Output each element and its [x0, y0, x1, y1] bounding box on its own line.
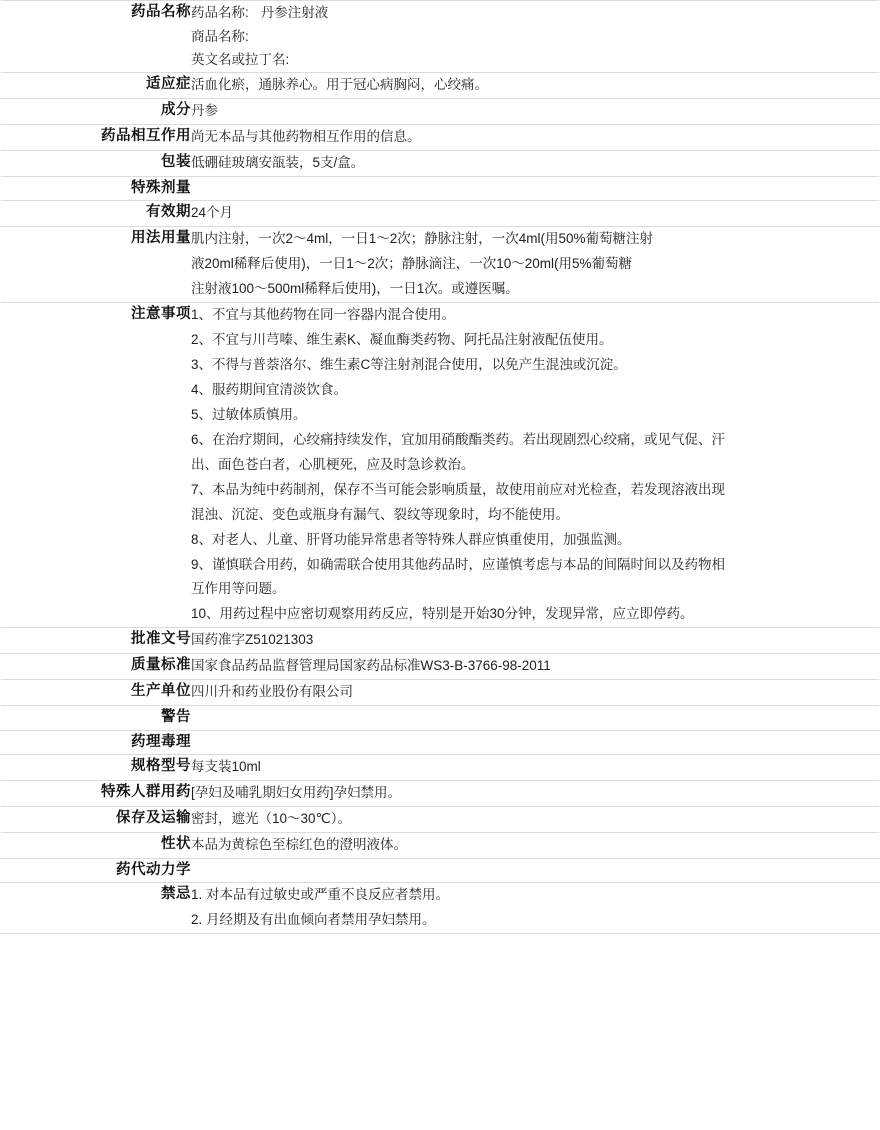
row-value: 24个月 [191, 200, 879, 226]
drug-name-value: 丹参注射液 [260, 5, 329, 20]
row-label: 药理毒理 [1, 730, 191, 754]
row-label: 批准文号 [1, 628, 191, 654]
table-row [1, 176, 879, 200]
empty-value [191, 731, 879, 751]
table-row [1, 780, 879, 806]
row-label: 药品相互作用 [1, 124, 191, 150]
drug-info-table-body [1, 1, 879, 934]
value-line: 液20ml稀释后使用)，一日1～2次；静脉滴注，一次10～20ml(用5%葡萄糖 [191, 255, 633, 271]
row-value: 密封，遮光（10～30℃）。 [191, 806, 879, 832]
row-value [191, 858, 879, 882]
value-line: 3、不得与普萘洛尔、维生素C等注射剂混合使用，以免产生混浊或沉淀。 [191, 356, 627, 372]
value-line: 1. 对本品有过敏史或严重不良反应者禁用。 [191, 886, 450, 902]
english-name-key: 英文名或拉丁名: [191, 52, 290, 68]
table-row [1, 124, 879, 150]
row-value [191, 730, 879, 754]
table-row [1, 882, 879, 933]
row-label: 成分 [1, 98, 191, 124]
table-row [1, 680, 879, 706]
row-label: 用法用量 [1, 226, 191, 302]
table-row [1, 226, 879, 302]
row-value: 尚无本品与其他药物相互作用的信息。 [191, 124, 879, 150]
table-row [1, 150, 879, 176]
table-row [1, 302, 879, 628]
row-label: 特殊人群用药 [1, 780, 191, 806]
value-line: 混浊、沉淀、变色或瓶身有漏气、裂纹等现象时，均不能使用。 [191, 506, 569, 522]
row-value: 活血化瘀，通脉养心。用于冠心病胸闷，心绞痛。 [191, 72, 879, 98]
page-bottom-spacer [0, 934, 880, 1014]
table-row [1, 730, 879, 754]
value-line: 肌内注射，一次2～4ml，一日1～2次；静脉注射，一次4ml(用50%葡萄糖注射 [191, 230, 654, 246]
row-label: 质量标准 [1, 654, 191, 680]
value-line: 6、在治疗期间，心绞痛持续发作，宜加用硝酸酯类药。若出现剧烈心绞痛，或见气促、汗 [191, 431, 726, 447]
value-line: 7、本品为纯中药制剂，保存不当可能会影响质量，故使用前应对光检查，若发现溶液出现 [191, 481, 726, 497]
table-row [1, 72, 879, 98]
table-row [1, 628, 879, 654]
row-label: 注意事项 [1, 302, 191, 628]
row-label: 规格型号 [1, 754, 191, 780]
value-line: 10、用药过程中应密切观察用药反应，特别是开始30分钟，发现异常，应立即停药。 [191, 606, 694, 622]
row-value: 低硼硅玻璃安瓿装，5支/盒。 [191, 150, 879, 176]
value-line: 互作用等问题。 [191, 581, 286, 597]
row-label: 药品名称 [1, 1, 191, 73]
row-label: 生产单位 [1, 680, 191, 706]
table-row [1, 858, 879, 882]
table-row [1, 832, 879, 858]
value-line: 出、面色苍白者，心肌梗死，应及时急诊救治。 [191, 456, 475, 472]
table-row [1, 806, 879, 832]
row-value: 本品为黄棕色至棕红色的澄明液体。 [191, 832, 879, 858]
value-line: 2、不宜与川芎嗪、维生素K、凝血酶类药物、阿托品注射液配伍使用。 [191, 331, 613, 347]
row-value: 每支装10ml [191, 754, 879, 780]
row-value [191, 226, 879, 302]
empty-value [191, 706, 879, 726]
row-value [191, 176, 879, 200]
trade-name-line [191, 25, 879, 49]
row-label: 禁忌 [1, 882, 191, 933]
empty-value [191, 859, 879, 879]
row-value: 国药准字Z51021303 [191, 628, 879, 654]
table-row [1, 754, 879, 780]
row-label: 药代动力学 [1, 858, 191, 882]
value-line: 注射液100～500ml稀释后使用)，一日1次。或遵医嘱。 [191, 280, 519, 296]
value-line: 1、不宜与其他药物在同一容器内混合使用。 [191, 306, 456, 322]
value-line: 9、谨慎联合用药，如确需联合使用其他药品时，应谨慎考虑与本品的间隔时间以及药物相 [191, 556, 726, 572]
english-name-line [191, 48, 879, 72]
value-line: 4、服药期间宜清淡饮食。 [191, 381, 348, 397]
row-value: [孕妇及哺乳期妇女用药]孕妇禁用。 [191, 780, 879, 806]
row-value [191, 706, 879, 730]
value-line: 5、过敏体质慎用。 [191, 406, 307, 422]
row-value: 国家食品药品监督管理局国家药品标准WS3-B-3766-98-2011 [191, 654, 879, 680]
row-label: 适应症 [1, 72, 191, 98]
row-value: 丹参 [191, 98, 879, 124]
value-line: 8、对老人、儿童、肝肾功能异常患者等特殊人群应慎重使用，加强监测。 [191, 531, 631, 547]
value-line: 2. 月经期及有出血倾向者禁用孕妇禁用。 [191, 911, 436, 927]
trade-name-key: 商品名称: [191, 28, 249, 44]
table-row [1, 706, 879, 730]
row-value [191, 302, 879, 628]
row-label: 性状 [1, 832, 191, 858]
table-row [1, 1, 879, 73]
row-label: 警告 [1, 706, 191, 730]
table-row [1, 654, 879, 680]
row-label: 特殊剂量 [1, 176, 191, 200]
row-value: 四川升和药业股份有限公司 [191, 680, 879, 706]
drug-info-table [1, 0, 879, 934]
row-label: 包装 [1, 150, 191, 176]
drug-name-line [191, 1, 879, 25]
table-row [1, 200, 879, 226]
table-row [1, 98, 879, 124]
row-label: 保存及运输 [1, 806, 191, 832]
row-value [191, 1, 879, 73]
drug-name-key: 药品名称: [191, 5, 249, 20]
row-value [191, 882, 879, 933]
row-label: 有效期 [1, 200, 191, 226]
